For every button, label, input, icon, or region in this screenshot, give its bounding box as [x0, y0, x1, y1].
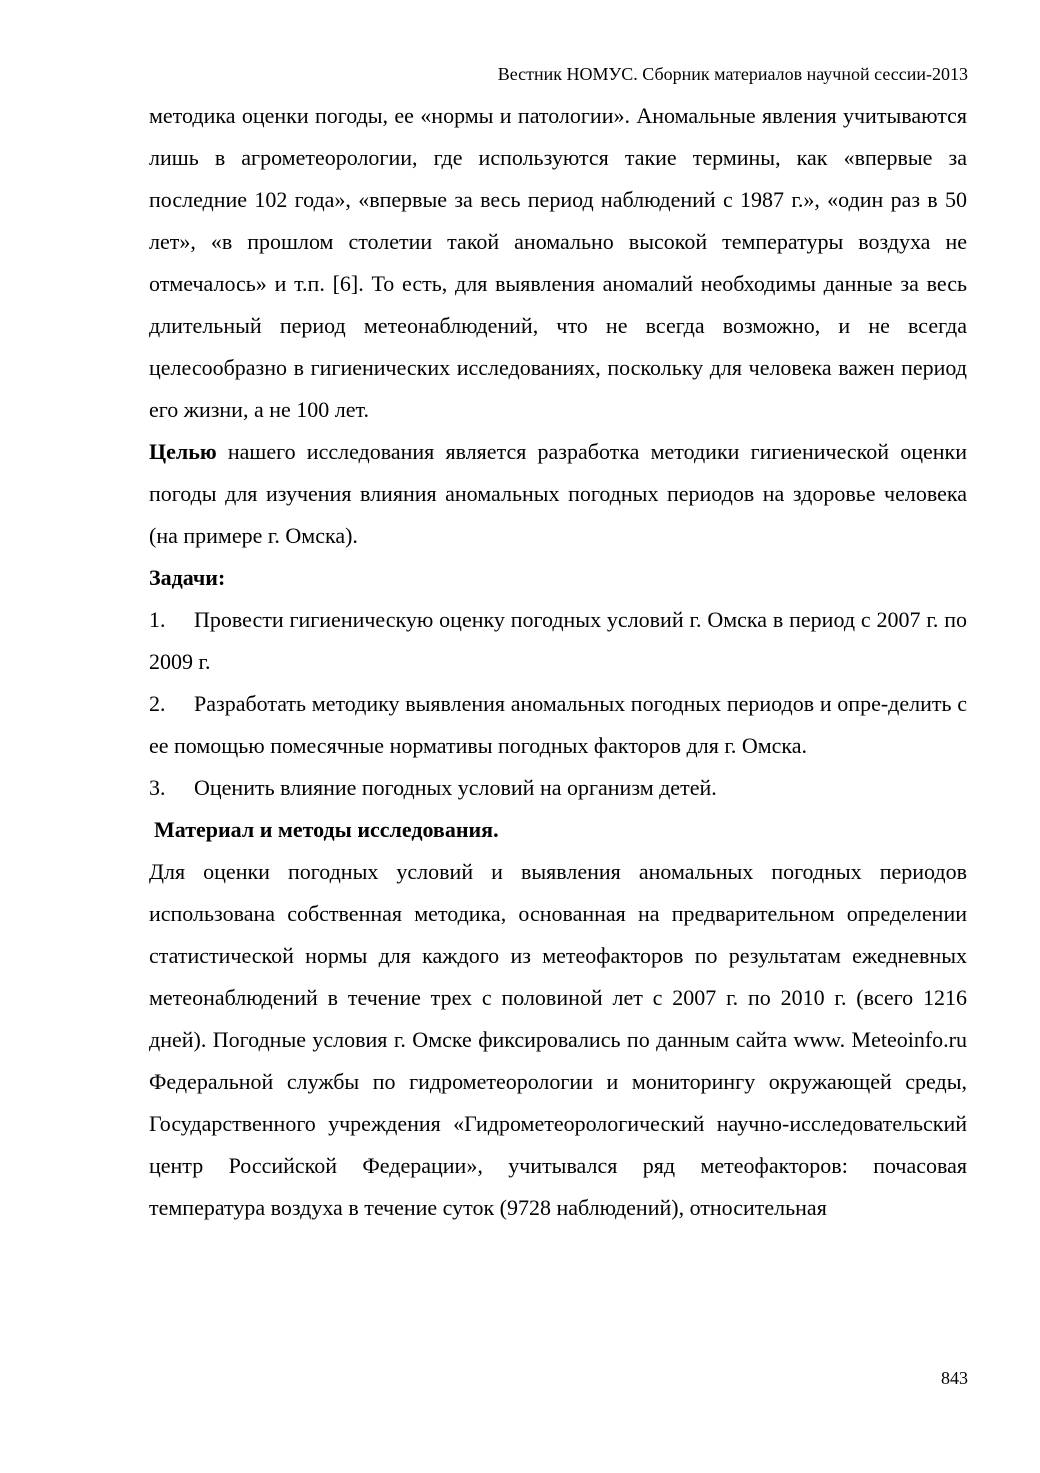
- task-number: 2.: [149, 691, 166, 716]
- running-header: Вестник НОМУС. Сборник материалов научной сессии-2013: [497, 64, 968, 84]
- task-number: 1.: [149, 607, 166, 632]
- page-number: 843: [941, 1368, 968, 1388]
- task-item-3: [149, 767, 967, 809]
- methods-heading: Материал и методы исследования.: [154, 817, 499, 842]
- goal-text: нашего исследования является разработка методики гигиенической оценки погоды для изучения влияния аномальных погодных периодов на здоровье человека (на примере г. Омска).: [149, 439, 967, 548]
- task-text: Провести гигиеническую оценку погодных условий г. Омска в период с 2007 г. по 2009 г.: [149, 607, 967, 674]
- tasks-heading: Задачи:: [149, 565, 226, 590]
- task-text: Оценить влияние погодных условий на организм детей.: [194, 775, 717, 800]
- task-text: Разработать методику выявления аномальных погодных периодов и опре-делить с ее помощью помесячные нормативы погодных факторов для г. Омска.: [149, 691, 967, 758]
- paragraph-goal: [149, 431, 967, 557]
- paragraph-methods: Для оценки погодных условий и выявления аномальных погодных периодов использована собственная методика, основанная на предварительном определении статистической нормы для каждого из метеофакторов по результатам ежедневных метеонаблюдений в течение трех с половиной лет с 2007 г. по 2010 г. (всего 1216 дней). Погодные условия г. Омске фиксировались по данным сайта www. Meteoinfo.ru Федеральной службы по гидрометеорологии и мониторингу окружающей среды, Государственного учреждения «Гидрометеорологический научно-исследовательский центр Российской Федерации», учитывался ряд метеофакторов: почасовая температура воздуха в течение суток (9728 наблюдений), относительная: [149, 859, 967, 1220]
- paragraph-intro: методика оценки погоды, ее «нормы и патологии». Аномальные явления учитываются лишь в агрометеорологии, где используются такие термины, как «впервые за последние 102 года», «впервые за весь период наблюдений с 1987 г.», «один раз в 50 лет», «в прошлом столетии такой аномально высокой температуры воздуха не отмечалось» и т.п. [6]. То есть, для выявления аномалий необходимы данные за весь длительный период метеонаблюдений, что не всегда возможно, и не всегда целесообразно в гигиенических исследованиях, поскольку для человека важен период его жизни, а не 100 лет.: [149, 103, 967, 422]
- page-body: [149, 95, 967, 1229]
- goal-label: Целью: [149, 439, 217, 464]
- task-number: 3.: [149, 775, 166, 800]
- task-item-2: [149, 683, 967, 767]
- task-item-1: [149, 599, 967, 683]
